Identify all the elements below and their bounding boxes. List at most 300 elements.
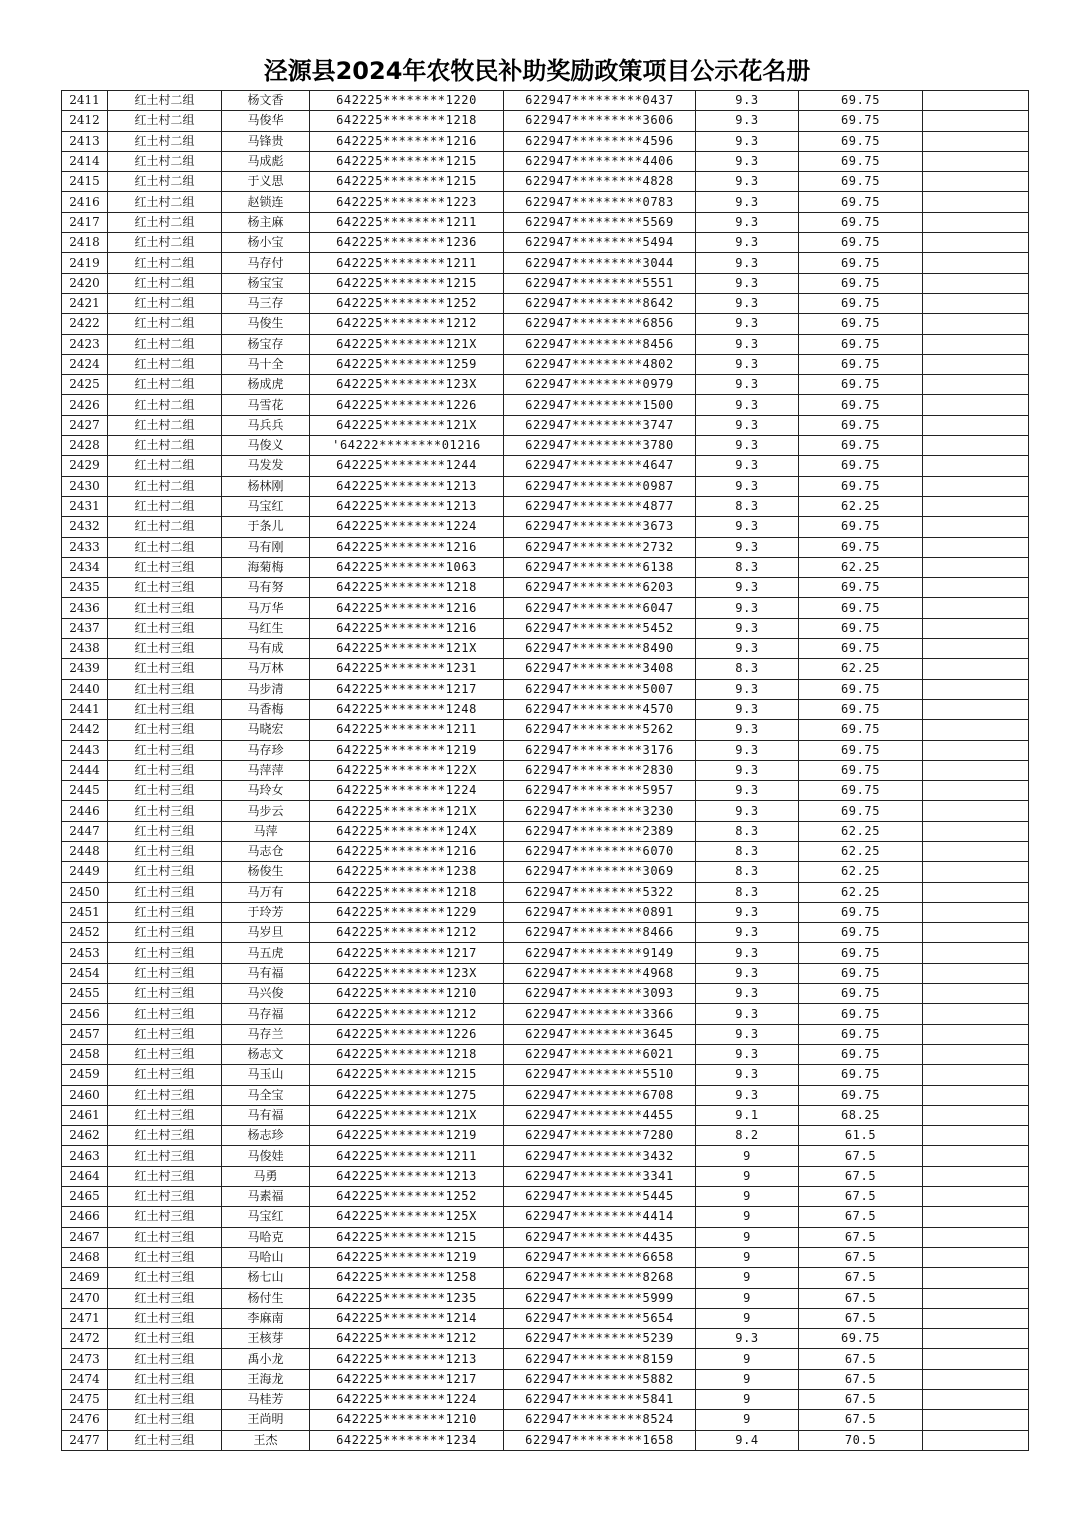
id-number-cell: 642225********1217 [310,943,504,963]
table-row [62,151,1029,171]
remark-cell [923,760,1029,780]
bank-account-cell: 622947*********8466 [504,923,696,943]
serial-cell: 2468 [62,1247,108,1267]
bank-account-cell: 622947*********1500 [504,395,696,415]
area-cell: 9.3 [696,740,799,760]
id-number-cell: 642225********1226 [310,395,504,415]
id-number-cell: 642225********1212 [310,314,504,334]
remark-cell [923,923,1029,943]
area-cell: 9 [696,1207,799,1227]
table-row [62,578,1029,598]
amount-cell: 62.25 [799,882,923,902]
bank-account-cell: 622947*********5841 [504,1390,696,1410]
amount-cell: 69.75 [799,253,923,273]
serial-cell: 2463 [62,1146,108,1166]
table-row [62,679,1029,699]
village-group-cell: 红土村三组 [108,618,222,638]
remark-cell [923,1329,1029,1349]
remark-cell [923,415,1029,435]
amount-cell: 67.5 [799,1410,923,1430]
bank-account-cell: 622947*********0891 [504,902,696,922]
area-cell: 9.3 [696,354,799,374]
amount-cell: 67.5 [799,1369,923,1389]
area-cell: 9.3 [696,760,799,780]
remark-cell [923,1207,1029,1227]
serial-cell: 2473 [62,1349,108,1369]
id-number-cell: 642225********123X [310,963,504,983]
area-cell: 9.4 [696,1430,799,1450]
serial-cell: 2421 [62,293,108,313]
name-cell: 马宝红 [222,496,310,516]
bank-account-cell: 622947*********8524 [504,1410,696,1430]
village-group-cell: 红土村三组 [108,943,222,963]
id-number-cell: 642225********1214 [310,1308,504,1328]
village-group-cell: 红土村三组 [108,598,222,618]
serial-cell: 2458 [62,1044,108,1064]
remark-cell [923,618,1029,638]
amount-cell: 67.5 [799,1349,923,1369]
village-group-cell: 红土村三组 [108,1430,222,1450]
area-cell: 9.3 [696,233,799,253]
bank-account-cell: 622947*********5239 [504,1329,696,1349]
serial-cell: 2450 [62,882,108,902]
name-cell: 王海龙 [222,1369,310,1389]
remark-cell [923,1085,1029,1105]
area-cell: 8.3 [696,841,799,861]
name-cell: 王尚明 [222,1410,310,1430]
serial-cell: 2443 [62,740,108,760]
table-row [62,1227,1029,1247]
remark-cell [923,253,1029,273]
village-group-cell: 红土村三组 [108,639,222,659]
village-group-cell: 红土村三组 [108,1085,222,1105]
table-row [62,91,1029,111]
amount-cell: 69.75 [799,334,923,354]
bank-account-cell: 622947*********6021 [504,1044,696,1064]
table-row [62,862,1029,882]
id-number-cell: 642225********1258 [310,1268,504,1288]
table-row [62,1268,1029,1288]
amount-cell: 69.75 [799,984,923,1004]
serial-cell: 2430 [62,476,108,496]
area-cell: 9 [696,1187,799,1207]
table-row [62,1410,1029,1430]
area-cell: 9 [696,1349,799,1369]
remark-cell [923,172,1029,192]
id-number-cell: 642225********1218 [310,882,504,902]
village-group-cell: 红土村二组 [108,456,222,476]
amount-cell: 67.5 [799,1187,923,1207]
area-cell: 9.3 [696,517,799,537]
id-number-cell: 642225********1248 [310,699,504,719]
serial-cell: 2446 [62,801,108,821]
name-cell: 马素福 [222,1187,310,1207]
table-row [62,639,1029,659]
id-number-cell: 642225********1224 [310,781,504,801]
bank-account-cell: 622947*********0437 [504,91,696,111]
name-cell: 马哈克 [222,1227,310,1247]
village-group-cell: 红土村二组 [108,395,222,415]
table-row [62,1390,1029,1410]
table-row [62,253,1029,273]
bank-account-cell: 622947*********1658 [504,1430,696,1450]
area-cell: 9.3 [696,943,799,963]
bank-account-cell: 622947*********3747 [504,415,696,435]
bank-account-cell: 622947*********5882 [504,1369,696,1389]
area-cell: 9.3 [696,902,799,922]
id-number-cell: 642225********1219 [310,1247,504,1267]
amount-cell: 69.75 [799,415,923,435]
bank-account-cell: 622947*********8642 [504,293,696,313]
village-group-cell: 红土村二组 [108,212,222,232]
remark-cell [923,1126,1029,1146]
area-cell: 9 [696,1308,799,1328]
name-cell: 马萍萍 [222,760,310,780]
bank-account-cell: 622947*********5654 [504,1308,696,1328]
serial-cell: 2454 [62,963,108,983]
amount-cell: 69.75 [799,151,923,171]
village-group-cell: 红土村三组 [108,1390,222,1410]
table-row [62,395,1029,415]
village-group-cell: 红土村二组 [108,233,222,253]
bank-account-cell: 622947*********0783 [504,192,696,212]
serial-cell: 2439 [62,659,108,679]
id-number-cell: 642225********1259 [310,354,504,374]
id-number-cell: 642225********125X [310,1207,504,1227]
roster-table [61,90,1029,1451]
amount-cell: 69.75 [799,476,923,496]
amount-cell: 69.75 [799,943,923,963]
amount-cell: 69.75 [799,1044,923,1064]
area-cell: 9.3 [696,395,799,415]
area-cell: 9.3 [696,781,799,801]
id-number-cell: 642225********121X [310,415,504,435]
table-row [62,801,1029,821]
serial-cell: 2445 [62,781,108,801]
bank-account-cell: 622947*********5007 [504,679,696,699]
id-number-cell: 642225********1235 [310,1288,504,1308]
bank-account-cell: 622947*********3606 [504,111,696,131]
serial-cell: 2424 [62,354,108,374]
roster-body [62,91,1029,1451]
village-group-cell: 红土村三组 [108,740,222,760]
name-cell: 马兵兵 [222,415,310,435]
table-row [62,1085,1029,1105]
name-cell: 马全宝 [222,1085,310,1105]
village-group-cell: 红土村三组 [108,1247,222,1267]
remark-cell [923,436,1029,456]
amount-cell: 70.5 [799,1430,923,1450]
amount-cell: 67.5 [799,1247,923,1267]
remark-cell [923,781,1029,801]
remark-cell [923,273,1029,293]
table-row [62,212,1029,232]
village-group-cell: 红土村二组 [108,273,222,293]
serial-cell: 2472 [62,1329,108,1349]
name-cell: 杨林刚 [222,476,310,496]
area-cell: 9.3 [696,375,799,395]
name-cell: 马红生 [222,618,310,638]
village-group-cell: 红土村三组 [108,963,222,983]
name-cell: 马万林 [222,659,310,679]
village-group-cell: 红土村二组 [108,517,222,537]
table-row [62,1166,1029,1186]
amount-cell: 69.75 [799,395,923,415]
table-row [62,618,1029,638]
area-cell: 9.3 [696,415,799,435]
serial-cell: 2422 [62,314,108,334]
remark-cell [923,801,1029,821]
serial-cell: 2451 [62,902,108,922]
area-cell: 9.3 [696,1004,799,1024]
id-number-cell: 642225********1211 [310,212,504,232]
bank-account-cell: 622947*********5551 [504,273,696,293]
table-row [62,557,1029,577]
remark-cell [923,131,1029,151]
id-number-cell: 642225********1216 [310,598,504,618]
serial-cell: 2441 [62,699,108,719]
village-group-cell: 红土村二组 [108,436,222,456]
village-group-cell: 红土村二组 [108,172,222,192]
table-row [62,111,1029,131]
amount-cell: 67.5 [799,1288,923,1308]
id-number-cell: 642225********1212 [310,923,504,943]
serial-cell: 2447 [62,821,108,841]
id-number-cell: 642225********1212 [310,1329,504,1349]
amount-cell: 69.75 [799,273,923,293]
serial-cell: 2449 [62,862,108,882]
amount-cell: 62.25 [799,841,923,861]
name-cell: 赵锁连 [222,192,310,212]
table-row [62,760,1029,780]
table-row [62,882,1029,902]
table-row [62,821,1029,841]
name-cell: 王杰 [222,1430,310,1450]
name-cell: 马有福 [222,963,310,983]
area-cell: 9.3 [696,334,799,354]
name-cell: 杨成虎 [222,375,310,395]
village-group-cell: 红土村三组 [108,1146,222,1166]
name-cell: 马宝红 [222,1207,310,1227]
amount-cell: 69.75 [799,1085,923,1105]
name-cell: 马玉山 [222,1065,310,1085]
serial-cell: 2476 [62,1410,108,1430]
bank-account-cell: 622947*********0987 [504,476,696,496]
remark-cell [923,557,1029,577]
village-group-cell: 红土村二组 [108,476,222,496]
table-row [62,943,1029,963]
name-cell: 海菊梅 [222,557,310,577]
id-number-cell: 642225********1212 [310,1004,504,1024]
amount-cell: 69.75 [799,618,923,638]
serial-cell: 2434 [62,557,108,577]
id-number-cell: 642225********122X [310,760,504,780]
serial-cell: 2426 [62,395,108,415]
name-cell: 王核芽 [222,1329,310,1349]
name-cell: 马雪花 [222,395,310,415]
remark-cell [923,659,1029,679]
village-group-cell: 红土村三组 [108,1349,222,1369]
table-row [62,902,1029,922]
name-cell: 马俊娃 [222,1146,310,1166]
remark-cell [923,1349,1029,1369]
remark-cell [923,1105,1029,1125]
village-group-cell: 红土村二组 [108,91,222,111]
bank-account-cell: 622947*********6708 [504,1085,696,1105]
id-number-cell: 642225********1210 [310,1410,504,1430]
serial-cell: 2419 [62,253,108,273]
amount-cell: 69.75 [799,720,923,740]
area-cell: 8.2 [696,1126,799,1146]
id-number-cell: 642225********1224 [310,517,504,537]
remark-cell [923,963,1029,983]
name-cell: 马勇 [222,1166,310,1186]
id-number-cell: 642225********1063 [310,557,504,577]
id-number-cell: 642225********123X [310,375,504,395]
table-row [62,1044,1029,1064]
area-cell: 9.3 [696,578,799,598]
table-row [62,1329,1029,1349]
id-number-cell: 642225********1216 [310,131,504,151]
table-row [62,334,1029,354]
village-group-cell: 红土村三组 [108,1329,222,1349]
name-cell: 杨七山 [222,1268,310,1288]
name-cell: 马玲女 [222,781,310,801]
serial-cell: 2429 [62,456,108,476]
village-group-cell: 红土村三组 [108,1187,222,1207]
name-cell: 马俊华 [222,111,310,131]
amount-cell: 67.5 [799,1166,923,1186]
table-row [62,1308,1029,1328]
bank-account-cell: 622947*********3176 [504,740,696,760]
village-group-cell: 红土村三组 [108,1268,222,1288]
id-number-cell: 642225********121X [310,334,504,354]
name-cell: 马发发 [222,456,310,476]
remark-cell [923,1369,1029,1389]
area-cell: 9.3 [696,618,799,638]
table-row [62,740,1029,760]
remark-cell [923,517,1029,537]
amount-cell: 69.75 [799,111,923,131]
serial-cell: 2464 [62,1166,108,1186]
table-row [62,598,1029,618]
table-row [62,963,1029,983]
remark-cell [923,151,1029,171]
village-group-cell: 红土村二组 [108,354,222,374]
name-cell: 李麻南 [222,1308,310,1328]
table-row [62,1146,1029,1166]
bank-account-cell: 622947*********4647 [504,456,696,476]
name-cell: 杨文香 [222,91,310,111]
serial-cell: 2465 [62,1187,108,1207]
bank-account-cell: 622947*********5452 [504,618,696,638]
bank-account-cell: 622947*********4968 [504,963,696,983]
area-cell: 9.3 [696,1329,799,1349]
amount-cell: 62.25 [799,496,923,516]
amount-cell: 67.5 [799,1308,923,1328]
area-cell: 9.3 [696,598,799,618]
remark-cell [923,598,1029,618]
id-number-cell: 642225********1238 [310,862,504,882]
id-number-cell: 642225********121X [310,801,504,821]
area-cell: 9.3 [696,720,799,740]
amount-cell: 69.75 [799,760,923,780]
name-cell: 杨志文 [222,1044,310,1064]
area-cell: 8.3 [696,659,799,679]
bank-account-cell: 622947*********3366 [504,1004,696,1024]
bank-account-cell: 622947*********5957 [504,781,696,801]
bank-account-cell: 622947*********2732 [504,537,696,557]
table-row [62,699,1029,719]
amount-cell: 69.75 [799,902,923,922]
village-group-cell: 红土村二组 [108,111,222,131]
amount-cell: 69.75 [799,1024,923,1044]
amount-cell: 62.25 [799,659,923,679]
table-row [62,476,1029,496]
id-number-cell: 642225********1216 [310,537,504,557]
remark-cell [923,1430,1029,1450]
name-cell: 马锋贵 [222,131,310,151]
amount-cell: 69.75 [799,314,923,334]
amount-cell: 69.75 [799,699,923,719]
village-group-cell: 红土村三组 [108,923,222,943]
village-group-cell: 红土村二组 [108,151,222,171]
id-number-cell: 642225********1218 [310,111,504,131]
remark-cell [923,314,1029,334]
table-row [62,273,1029,293]
remark-cell [923,720,1029,740]
amount-cell: 61.5 [799,1126,923,1146]
id-number-cell: 642225********1231 [310,659,504,679]
area-cell: 9.3 [696,699,799,719]
area-cell: 8.3 [696,862,799,882]
village-group-cell: 红土村三组 [108,1044,222,1064]
amount-cell: 69.75 [799,192,923,212]
amount-cell: 69.75 [799,375,923,395]
id-number-cell: 642225********1219 [310,740,504,760]
village-group-cell: 红土村三组 [108,821,222,841]
remark-cell [923,841,1029,861]
serial-cell: 2455 [62,984,108,1004]
serial-cell: 2425 [62,375,108,395]
table-row [62,1369,1029,1389]
table-row [62,537,1029,557]
remark-cell [923,1268,1029,1288]
serial-cell: 2432 [62,517,108,537]
name-cell: 马桂芳 [222,1390,310,1410]
area-cell: 9.3 [696,476,799,496]
serial-cell: 2462 [62,1126,108,1146]
village-group-cell: 红土村二组 [108,192,222,212]
area-cell: 9.3 [696,273,799,293]
bank-account-cell: 622947*********4802 [504,354,696,374]
table-row [62,233,1029,253]
bank-account-cell: 622947*********4828 [504,172,696,192]
area-cell: 9.3 [696,314,799,334]
village-group-cell: 红土村三组 [108,1065,222,1085]
id-number-cell: 642225********1219 [310,1126,504,1146]
serial-cell: 2471 [62,1308,108,1328]
serial-cell: 2440 [62,679,108,699]
amount-cell: 69.75 [799,1065,923,1085]
name-cell: 马有福 [222,1105,310,1125]
village-group-cell: 红土村三组 [108,557,222,577]
bank-account-cell: 622947*********5262 [504,720,696,740]
name-cell: 马步清 [222,679,310,699]
table-row [62,1207,1029,1227]
remark-cell [923,111,1029,131]
name-cell: 马成彪 [222,151,310,171]
